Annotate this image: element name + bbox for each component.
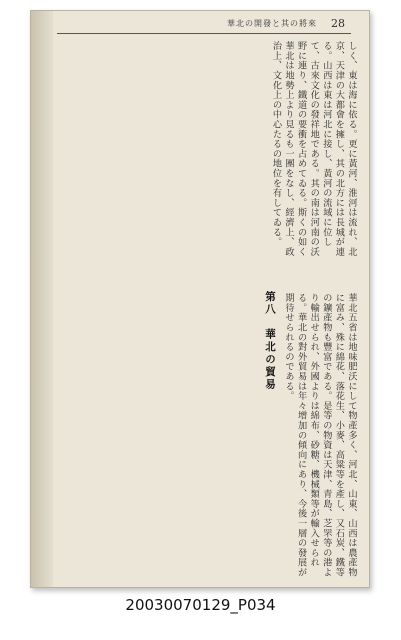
- page-number: 28: [331, 17, 345, 30]
- section-heading: 第八 華北の貿易: [264, 291, 276, 391]
- image-caption: 20030070129_P034: [125, 596, 276, 614]
- running-title: 華北の開發と其の將來: [227, 19, 317, 28]
- header-rule: [57, 33, 351, 34]
- page-gutter: [31, 11, 53, 587]
- body-text-upper: しく、東は海に依る。更に黃河、淮河は流れ、北京、天津の大都會を擁し、其の北方には長城が連る。山西は東は河北に接し、黃河の流域に位して、古來文化の發祥地である。其の南は河南の沃野に連り、鐵道の要衝を占めてゐる。斯くの如く華北は地勢上より見るも一團をなし、經濟上、政治上、文化上の中心たるの地位を有してゐる。: [270, 41, 357, 257]
- body-text-lower: 華北五省は地味肥沃にして物產多く、河北、山東、山西は農產物に富み、殊に綿花、落花生、小麥、高粱等を產し、又石炭、鐵等の鑛產物も豐富である。是等の物資は天津、青島、芝罘等の港より輸出せられ、外國よりは綿布、砂糖、機械類等が輸入せられる。華北の對外貿易は年々增加の傾向にあり、今後一層の發展が期待せられるのである。: [283, 293, 357, 578]
- document-page: [30, 10, 370, 588]
